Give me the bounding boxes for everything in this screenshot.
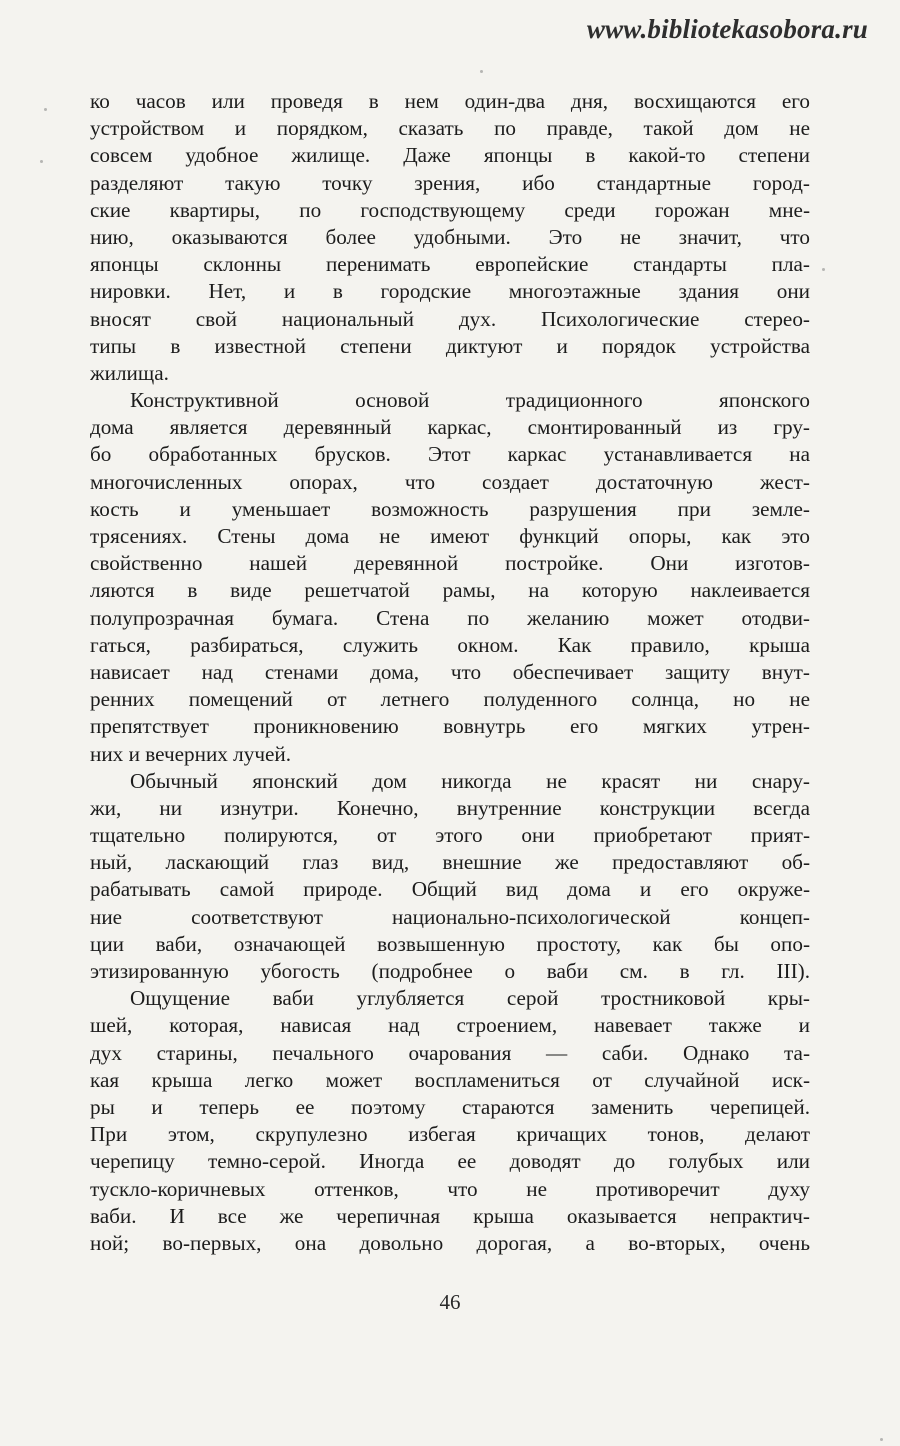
text-line: Обычный японский дом никогда не красят ни снару- [130,768,810,793]
text-line: ренних помещений от летнего полуденного солнца, но не [90,687,810,712]
text-line: полупрозрачная бумага. Стена по желанию может отодви- [90,605,810,630]
page-number: 46 [439,1290,461,1314]
text-line: разделяют такую точку зрения, ибо стандартные город- [90,170,810,195]
text-line: свойственно нашей деревянной постройке. Они изготов- [90,551,810,576]
text-line: Ощущение ваби углубляется серой тростниковой кры- [130,986,810,1011]
text-line: бо обработанных брусков. Этот каркас устанавливается на [90,442,810,467]
text-line: многочисленных опорах, что создает достаточную жест- [90,469,810,494]
text-line: ляются в виде решетчатой рамы, на которую наклеивается [90,578,810,603]
text-line: устройством и порядком, сказать по правде, такой дом не [90,116,810,141]
text-line: вносят свой национальный дух. Психологические стерео- [90,306,810,331]
text-line: ции ваби, означающей возвышенную простоту, как бы опо- [90,931,810,956]
text-line: рабатывать самой природе. Общий вид дома и его окруже- [90,877,810,902]
scan-speck [44,108,47,111]
text-line: этизированную убогость (подробнее о ваби см. в гл. III). [90,959,810,983]
text-line: нависает над стенами дома, что обеспечивает защиту внут- [90,659,810,684]
text-line: дух старины, печального очарования — саби. Однако та- [90,1040,810,1065]
text-line: кая крыша легко может воспламениться от случайной иск- [90,1067,810,1092]
scan-speck [40,160,43,163]
scan-speck [822,268,825,271]
text-line: ваби. И все же черепичная крыша оказывается непрактич- [90,1203,810,1228]
text-line: типы в известной степени диктуют и порядок устройства [90,333,810,358]
text-line: нию, оказываются более удобными. Это не значит, что [90,224,810,249]
text-line: тщательно полируются, от этого они приобретают прият- [90,823,810,848]
text-line: Конструктивной основой традиционного японского [130,388,810,413]
text-line: японцы склонны перенимать европейские стандарты пла- [90,252,810,277]
text-line: ры и теперь ее поэтому стараются заменить черепицей. [90,1094,810,1119]
text-line: кость и уменьшает возможность разрушения при земле- [90,496,810,521]
text-line: жи, ни изнутри. Конечно, внутренние конструкции всегда [90,795,810,820]
scan-speck [480,70,483,73]
text-line: дома является деревянный каркас, смонтированный из гру- [90,415,810,440]
text-line: тускло-коричневых оттенков, что не противоречит духу [90,1176,810,1201]
text-line: ские квартиры, по господствующему среди горожан мне- [90,197,810,222]
page-body [90,88,810,1257]
text-line: них и вечерних лучей. [90,741,292,766]
scan-speck [880,1438,883,1441]
text-line: жилища. [90,360,169,385]
text-line: препятствует проникновению вовнутрь его мягких утрен- [90,714,810,739]
text-line: совсем удобное жилище. Даже японцы в какой-то степени [90,143,810,168]
text-line: ный, ласкающий глаз вид, внешние же предоставляют об- [90,850,810,875]
text-line: гаться, разбираться, служить окном. Как правило, крыша [90,632,810,657]
text-line: При этом, скрупулезно избегая кричащих тонов, делают [90,1122,810,1147]
text-line: черепицу темно-серой. Иногда ее доводят до голубых или [90,1149,810,1174]
text-line: трясениях. Стены дома не имеют функций опоры, как это [90,524,810,548]
text-lines [90,88,810,1257]
text-line: ной; во-первых, она довольно дорогая, а во-вторых, очень [90,1230,810,1255]
text-line: ние соответствуют национально-психологической концеп- [90,904,810,929]
text-line: шей, которая, нависая над строением, навевает также и [90,1013,810,1038]
text-line: ко часов или проведя в нем один-два дня, восхищаются его [90,89,810,113]
text-line: нировки. Нет, и в городские многоэтажные здания они [90,279,810,304]
watermark: www.bibliotekasobora.ru [586,14,868,44]
